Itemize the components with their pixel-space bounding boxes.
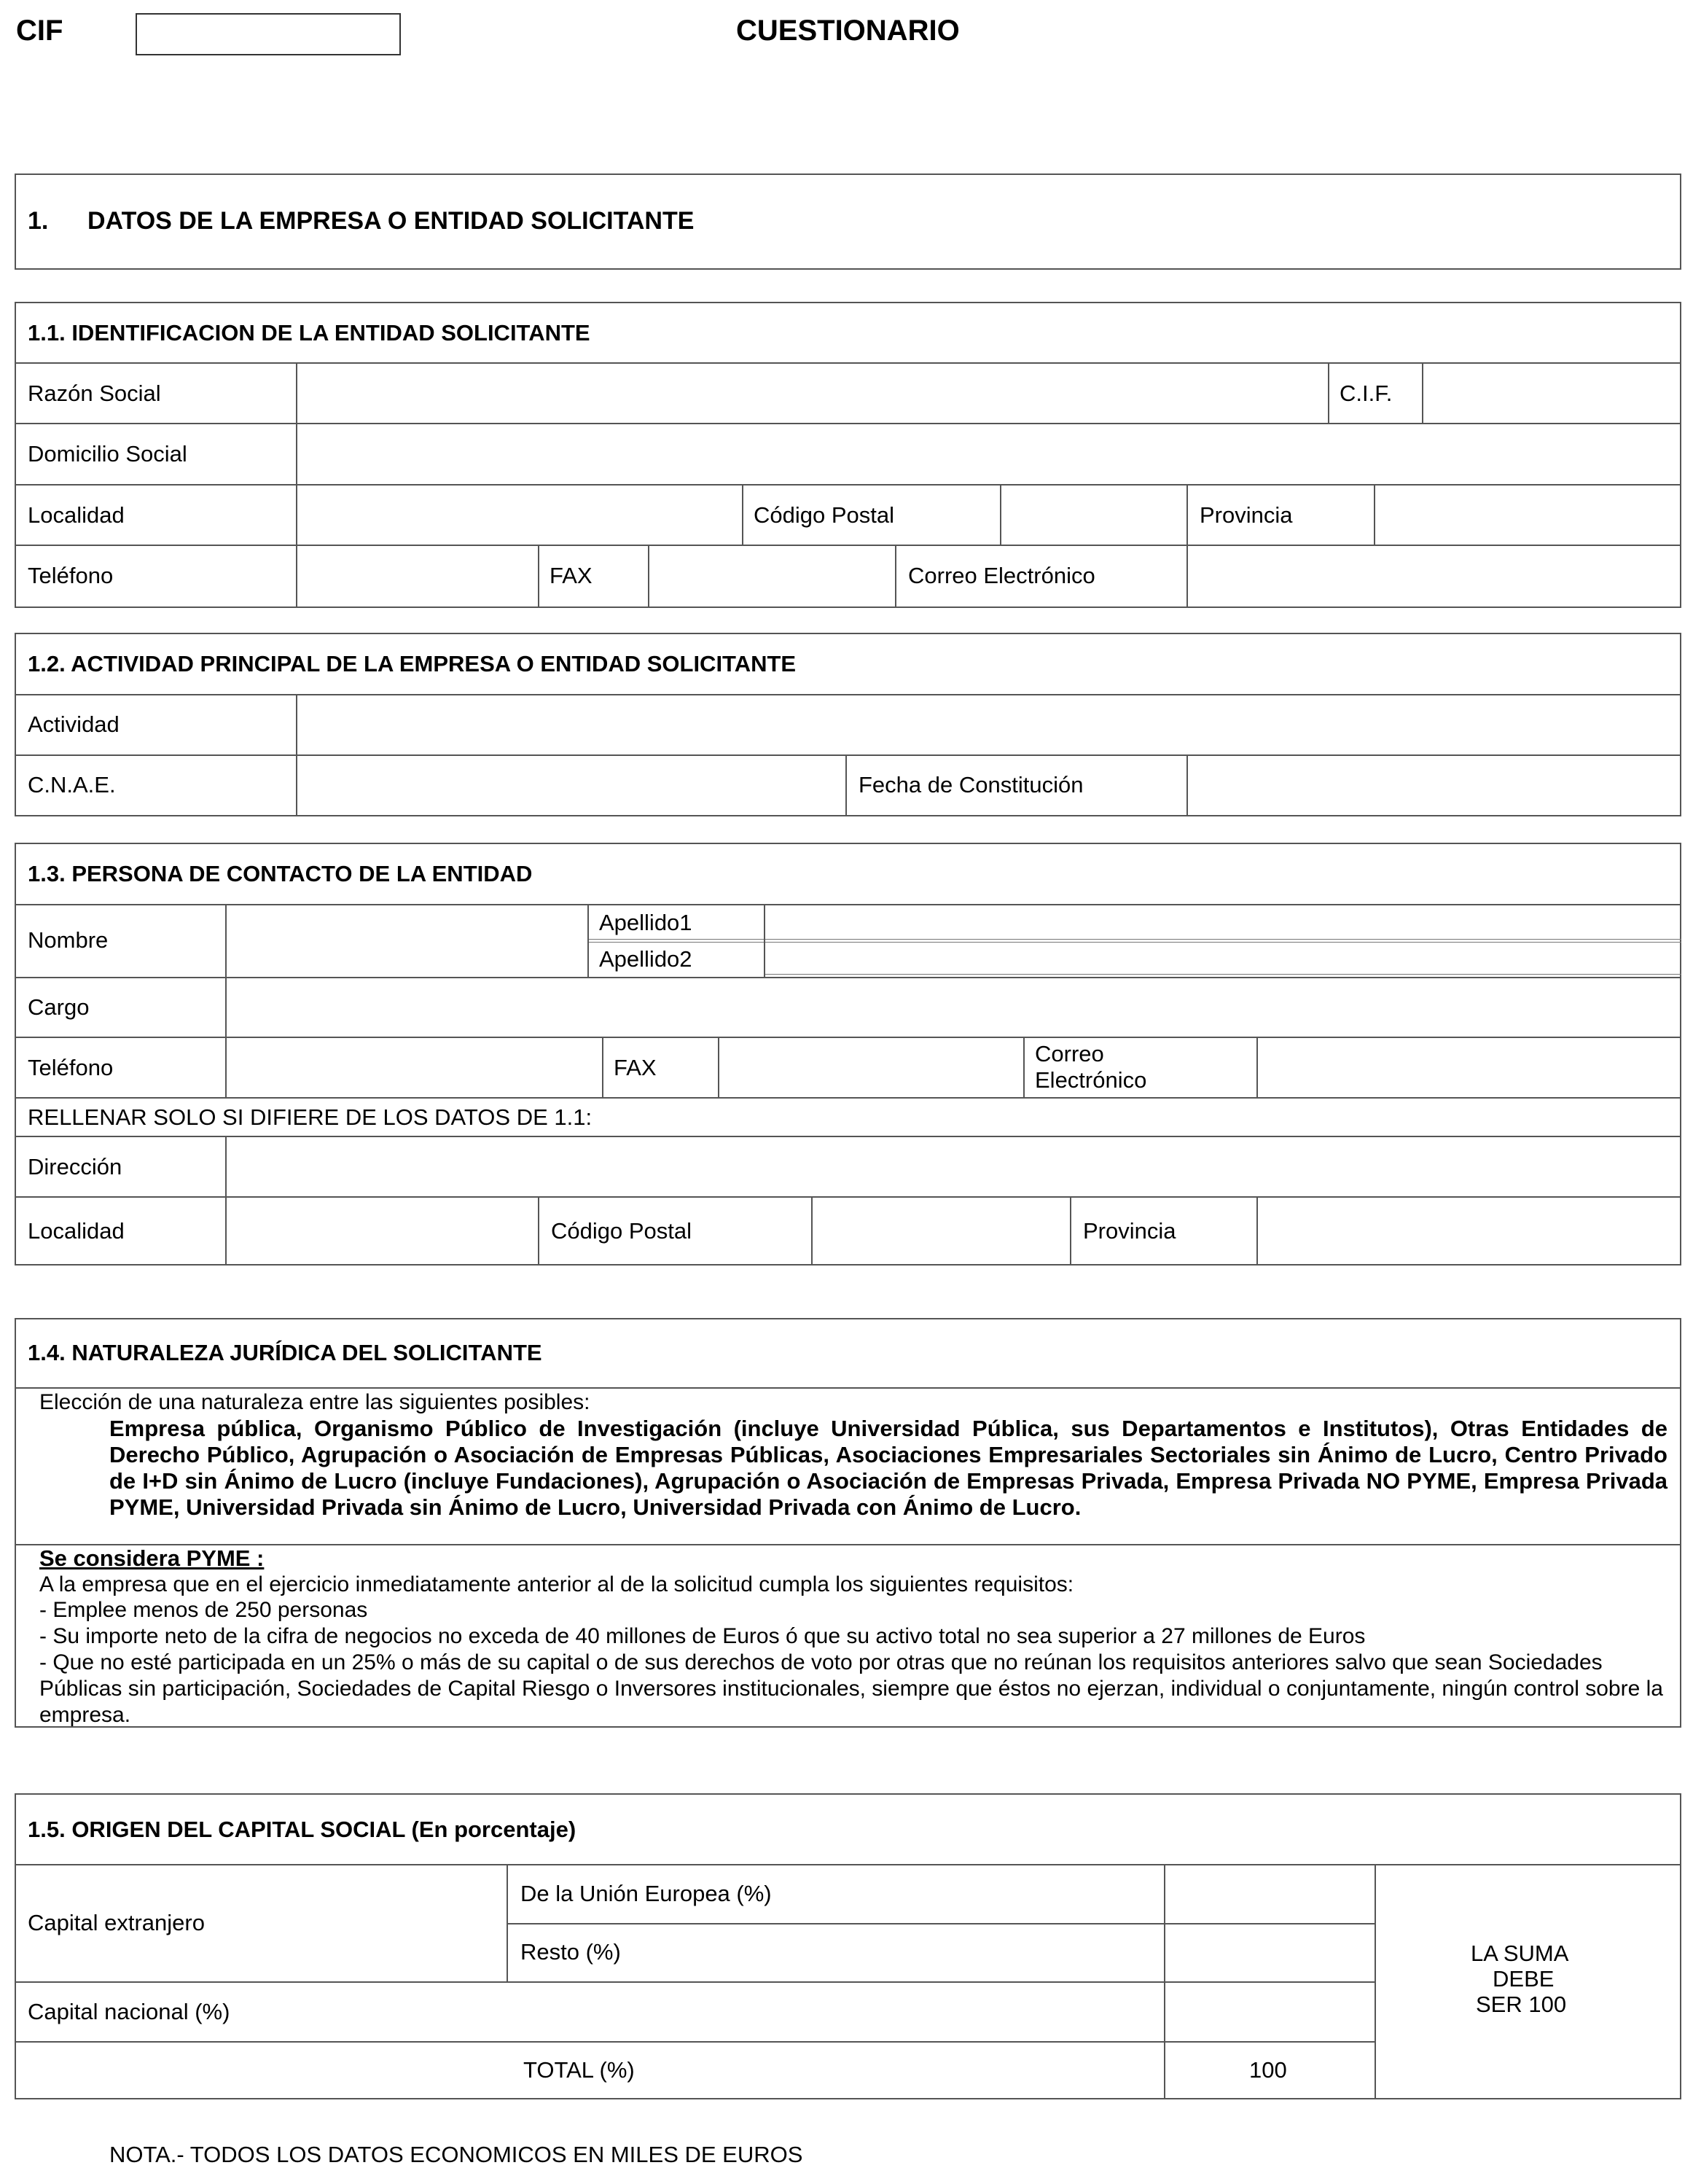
telefono-label: Teléfono [28, 563, 114, 588]
direccion-label: Dirección [28, 1154, 122, 1179]
localidad-label: Localidad [28, 502, 125, 528]
contacto-cp-input[interactable] [813, 1198, 1070, 1264]
section1-number: 1. [28, 207, 49, 235]
pyme-req-3: - Que no esté participada en un 25% o más de su capital o de sus derechos de voto por otras que no reúnan los requisitos anteriores salvo que sean Sociedades Públicas sin participación, Sociedades de Capital Riesgo o Inversores institucionales, siempre que éstos no ejerzan, individual o conjuntamente, ningún control sobre la empresa. [39, 1650, 1663, 1727]
fax-input[interactable] [649, 546, 895, 607]
contacto-fax-input[interactable] [719, 1038, 1023, 1097]
ue-input[interactable] [1165, 1865, 1375, 1923]
suma-note-1: LA SUMA [1471, 1941, 1569, 1966]
s11-title: 1.1. IDENTIFICACION DE LA ENTIDAD SOLICITANTE [28, 320, 590, 346]
contacto-localidad-input[interactable] [227, 1198, 538, 1264]
provincia-input[interactable] [1375, 485, 1680, 545]
naturaleza-opciones: Empresa pública, Organismo Público de Investigación (incluye Universidad Pública, sus Departamentos e Institutos), Otras Entidades de Derecho Público, Agrupación o Asociación de Empresas Públicas, Asociaciones Empresariales Sectoriales sin Ánimo de Lucro, Centro Privado de I+D sin Ánimo de Lucro (incluye Fundaciones), Agrupación o Asociación de Empresas Privada, Empresa Privada NO PYME, Empresa Privada PYME, Universidad Privada sin Ánimo de Lucro, Universidad Privada con Ánimo de Lucro. [109, 1416, 1667, 1520]
ue-label: De la Unión Europea (%) [520, 1881, 772, 1906]
s12-title: 1.2. ACTIVIDAD PRINCIPAL DE LA EMPRESA O ENTIDAD SOLICITANTE [28, 651, 797, 676]
s13-title: 1.3. PERSONA DE CONTACTO DE LA ENTIDAD [28, 861, 533, 886]
suma-note-3: SER 100 [1476, 1992, 1567, 2017]
apellido1-input[interactable] [765, 905, 1680, 939]
total-value: 100 [1249, 2057, 1287, 2083]
contacto-provincia-label: Provincia [1083, 1218, 1176, 1244]
section1-title: DATOS DE LA EMPRESA O ENTIDAD SOLICITANTE [87, 207, 695, 235]
resto-label: Resto (%) [520, 1939, 621, 1965]
pyme-intro: A la empresa que en el ejercicio inmediatamente anterior al de la solicitud cumpla los siguientes requisitos: [39, 1572, 1074, 1596]
localidad-input[interactable] [297, 485, 742, 545]
resto-input[interactable] [1165, 1924, 1375, 1981]
telefono-input[interactable] [297, 546, 538, 607]
cnae-input[interactable] [297, 756, 845, 815]
apellido1-label: Apellido1 [599, 910, 692, 935]
correo-input[interactable] [1188, 546, 1680, 607]
fecha-input[interactable] [1188, 756, 1680, 815]
contacto-correo-input[interactable] [1258, 1038, 1680, 1097]
apellido2-input[interactable] [765, 943, 1680, 974]
cif-field-input[interactable] [1423, 364, 1680, 423]
nombre-input[interactable] [227, 905, 587, 977]
codigo-postal-input[interactable] [1001, 485, 1186, 545]
cif-label: CIF [16, 15, 63, 47]
s14-title: 1.4. NATURALEZA JURÍDICA DEL SOLICITANTE [28, 1340, 542, 1365]
cif-field-label: C.I.F. [1340, 381, 1393, 406]
correo-label: Correo Electrónico [908, 563, 1095, 588]
domicilio-label: Domicilio Social [28, 441, 187, 467]
fecha-label: Fecha de Constitución [859, 772, 1084, 797]
rellenar-note: RELLENAR SOLO SI DIFIERE DE LOS DATOS DE 1.1: [28, 1104, 593, 1130]
provincia-label: Provincia [1200, 502, 1293, 528]
pyme-title: Se considera PYME : [39, 1545, 265, 1571]
cargo-input[interactable] [227, 978, 1680, 1037]
capital-extranjero-label: Capital extranjero [28, 1910, 205, 1935]
s15-title: 1.5. ORIGEN DEL CAPITAL SOCIAL (En porcentaje) [28, 1817, 576, 1842]
capital-nacional-input[interactable] [1165, 1983, 1375, 2041]
nombre-label: Nombre [28, 927, 109, 953]
contacto-telefono-label: Teléfono [28, 1055, 114, 1080]
actividad-label: Actividad [28, 711, 120, 737]
direccion-input[interactable] [227, 1137, 1680, 1196]
total-label: TOTAL (%) [523, 2057, 635, 2083]
pyme-req-2: - Su importe neto de la cifra de negocios no exceda de 40 millones de Euros ó que su activo total no sea superior a 27 millones de Euros [39, 1624, 1366, 1648]
codigo-postal-label: Código Postal [754, 502, 895, 528]
cargo-label: Cargo [28, 994, 90, 1020]
cnae-label: C.N.A.E. [28, 772, 116, 797]
razon-social-input[interactable] [297, 364, 1328, 423]
contacto-cp-label: Código Postal [551, 1218, 692, 1244]
cif-input[interactable] [136, 13, 401, 55]
eleccion-text: Elección de una naturaleza entre las siguientes posibles: [39, 1390, 590, 1414]
razon-social-label: Razón Social [28, 381, 161, 406]
contacto-correo-label-2: Electrónico [1035, 1067, 1147, 1093]
capital-nacional-label: Capital nacional (%) [28, 1999, 230, 2024]
apellido2-label: Apellido2 [599, 946, 692, 972]
nota-text: NOTA.- TODOS LOS DATOS ECONOMICOS EN MILES DE EUROS [109, 2142, 803, 2167]
contacto-telefono-input[interactable] [227, 1038, 602, 1097]
suma-note-2: DEBE [1493, 1966, 1555, 1992]
contacto-provincia-input[interactable] [1258, 1198, 1680, 1264]
actividad-input[interactable] [297, 695, 1680, 754]
contacto-localidad-label: Localidad [28, 1218, 125, 1244]
pyme-req-1: - Emplee menos de 250 personas [39, 1598, 368, 1622]
domicilio-input[interactable] [297, 424, 1680, 484]
fax-label: FAX [550, 563, 593, 588]
contacto-fax-label: FAX [614, 1055, 657, 1080]
contacto-correo-label-1: Correo [1035, 1041, 1104, 1066]
page-title: CUESTIONARIO [736, 15, 960, 47]
